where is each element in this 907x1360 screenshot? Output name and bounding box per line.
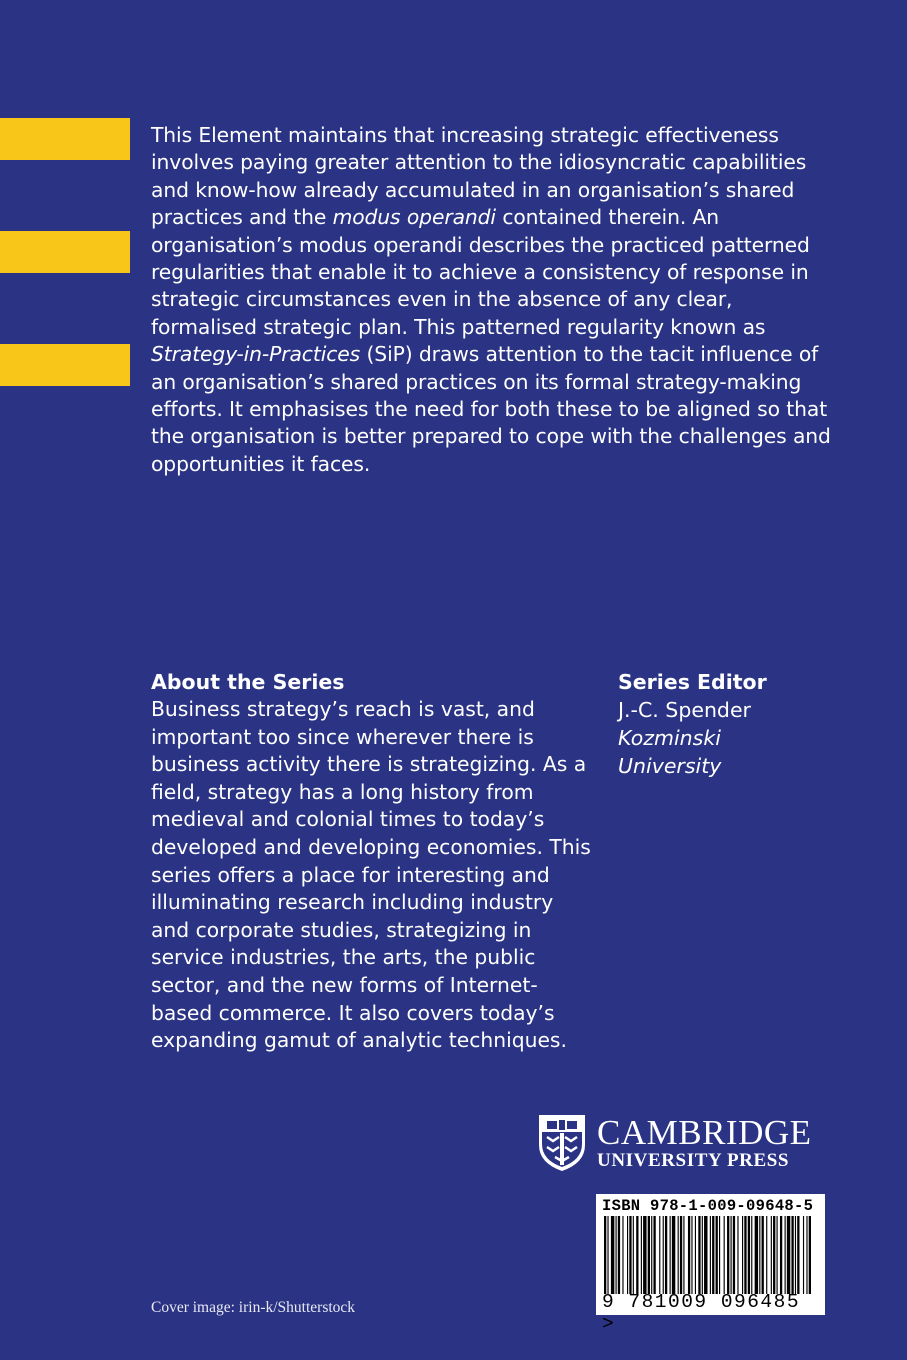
book-blurb <box>151 122 841 478</box>
barcode-bar <box>762 1216 764 1294</box>
series-editor-heading: Series Editor <box>618 670 767 694</box>
about-series-section <box>151 668 596 1055</box>
barcode-bar <box>712 1216 714 1294</box>
barcode-bar <box>683 1216 684 1294</box>
accent-bar-bottom <box>0 344 130 386</box>
barcode-bar <box>670 1216 671 1294</box>
isbn-barcode <box>596 1194 825 1335</box>
barcode-bar <box>787 1216 790 1294</box>
barcode-bar <box>651 1216 652 1294</box>
series-editor-section <box>618 668 838 780</box>
barcode-bar <box>771 1216 772 1294</box>
barcode-bar <box>785 1216 786 1294</box>
barcode-bar <box>780 1216 782 1294</box>
barcode-bar <box>663 1216 664 1294</box>
barcode-bar <box>641 1216 642 1294</box>
barcode-bar <box>636 1216 638 1294</box>
barcode-bar <box>622 1216 623 1294</box>
barcode-bar <box>678 1216 679 1294</box>
barcode-bar <box>742 1216 743 1294</box>
barcode-bar <box>629 1216 631 1294</box>
barcode-bar <box>653 1216 655 1294</box>
barcode-bar <box>773 1216 775 1294</box>
barcode-bar <box>803 1216 804 1294</box>
barcode-bar <box>755 1216 758 1294</box>
barcode-bar <box>616 1216 617 1294</box>
series-editor-affiliation-2: University <box>618 754 722 778</box>
barcode-bar <box>704 1216 707 1294</box>
blurb-text-3: (SiP) draws attention to the tacit influence of an organisation’s shared practices on its formal strategy-making efforts. It emphasises the need for both these to be aligned so that the organisation is better prepared to cope with the challenges and opportunities it faces. <box>151 342 831 476</box>
isbn-digits: 9 781009 096485 > <box>602 1291 801 1335</box>
barcode-bar <box>659 1216 660 1294</box>
about-series-heading: About the Series <box>151 670 345 694</box>
blurb-italic-sip: Strategy-in-Practices <box>151 342 361 367</box>
barcode-bar <box>766 1216 767 1294</box>
series-editor-name: J.-C. Spender <box>618 698 751 722</box>
barcode-bar <box>607 1216 608 1294</box>
blurb-text-2: contained therein. An organisation’s modus operandi describes the practiced patterned regularities that enable it to achieve a consistency of response in strategic circumstances even in the absence of any clear, formalised strategic plan. This patterned regularity known as <box>151 205 810 339</box>
barcode-bar <box>731 1216 732 1294</box>
barcode-bar <box>759 1216 760 1294</box>
barcode-bar <box>737 1216 738 1294</box>
barcode-bar <box>724 1216 725 1294</box>
barcode-bar <box>688 1216 690 1294</box>
barcode-bar <box>698 1216 700 1294</box>
barcode-bar <box>806 1216 807 1294</box>
cambridge-shield-icon <box>537 1113 587 1173</box>
barcode-bar <box>627 1216 628 1294</box>
barcode-bar <box>643 1216 646 1294</box>
accent-bar-top <box>0 118 130 160</box>
barcode-bar <box>727 1216 729 1294</box>
barcode-bar <box>648 1216 650 1294</box>
barcode-bar <box>604 1216 606 1294</box>
barcode-bar <box>633 1216 634 1294</box>
blurb-text-1: This Element maintains that increasing strategic effectiveness involves paying greater attention to the idiosyncratic capabilities and know-how already accumulated in an organisation’s shared practices and the <box>151 123 807 230</box>
barcode-bar <box>702 1216 703 1294</box>
barcode-bar <box>691 1216 692 1294</box>
barcode-bar <box>777 1216 778 1294</box>
barcode-bar <box>748 1216 750 1294</box>
isbn-label: ISBN 978-1-009-09648-5 <box>602 1197 814 1215</box>
barcode-bar <box>611 1216 614 1294</box>
barcode-bar <box>809 1216 811 1294</box>
barcode-bars <box>604 1216 812 1294</box>
about-series-text: Business strategy’s reach is vast, and important too since wherever there is business activity there is strategizing. As a field, strategy has a long history from medieval and colonial times to today’s developed and developing economies. This series offers a place for interesting and illuminating research including industry and corporate studies, strategizing in service industries, the arts, the public sector, and the new forms of Internet-based commerce. It also covers today’s expanding gamut of analytic techniques. <box>151 697 591 1053</box>
barcode-bar <box>719 1216 720 1294</box>
barcode-bar <box>680 1216 682 1294</box>
barcode-bar <box>695 1216 696 1294</box>
barcode-bar <box>795 1216 796 1294</box>
publisher-press: UNIVERSITY PRESS <box>597 1150 790 1171</box>
blurb-italic-modus-operandi: modus operandi <box>332 205 496 230</box>
publisher-name: CAMBRIDGE <box>597 1113 812 1152</box>
barcode-bar <box>672 1216 675 1294</box>
barcode-bar <box>618 1216 620 1294</box>
series-editor-affiliation-1: Kozminski <box>618 726 721 750</box>
barcode-bar <box>733 1216 735 1294</box>
cover-image-credit: Cover image: irin-k/Shutterstock <box>151 1299 356 1316</box>
barcode-bar <box>744 1216 746 1294</box>
barcode-bar <box>797 1216 799 1294</box>
barcode-bar <box>751 1216 752 1294</box>
publisher-logo <box>537 1113 812 1173</box>
barcode-bar <box>665 1216 667 1294</box>
accent-bar-middle <box>0 231 130 273</box>
barcode-bar <box>710 1216 711 1294</box>
barcode-bar <box>716 1216 718 1294</box>
barcode-bar <box>791 1216 793 1294</box>
